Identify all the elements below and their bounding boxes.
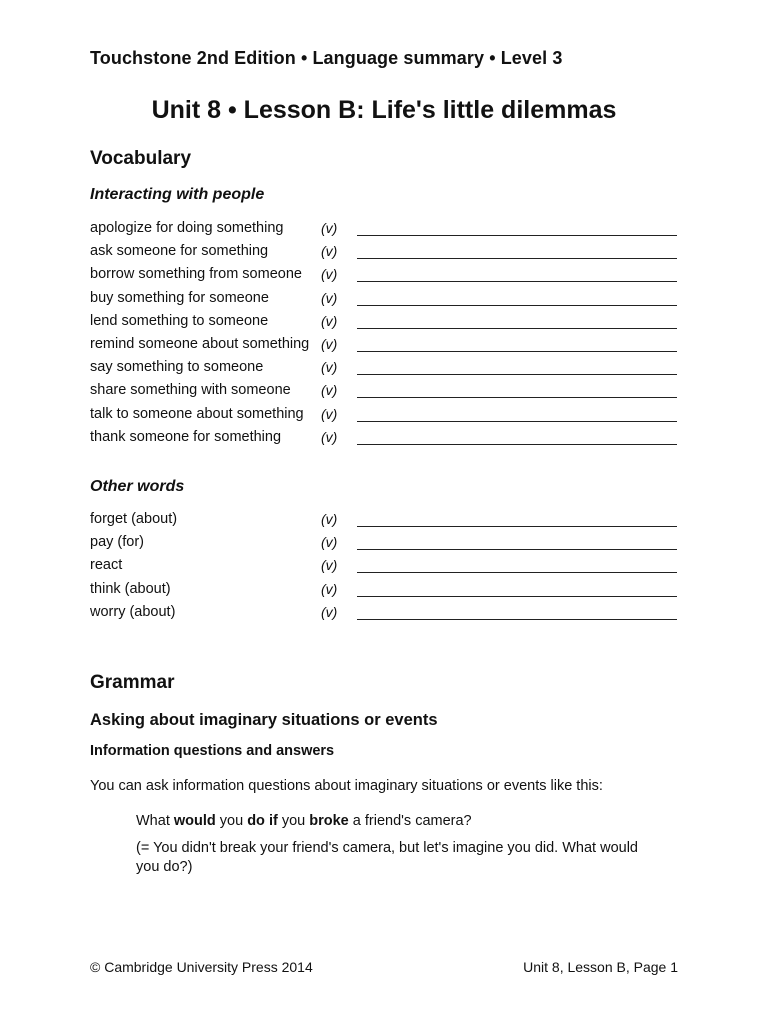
vocab-row (90, 334, 680, 357)
answer-blank-line (357, 328, 677, 329)
vocab-row (90, 218, 680, 241)
vocab-row (90, 404, 680, 427)
answer-blank-line (357, 374, 677, 375)
example-bold-word: would (173, 813, 216, 829)
grammar-subsubheading: Information questions and answers (90, 743, 335, 759)
answer-blank-line (357, 596, 677, 597)
vocabulary-heading: Vocabulary (90, 148, 192, 169)
vocab-row (90, 509, 680, 532)
vocab-term: remind someone about something (90, 335, 310, 352)
vocab-pos: (v) (321, 603, 338, 620)
vocab-pos: (v) (321, 557, 338, 574)
grammar-intro: You can ask information questions about imaginary situations or events like this: (90, 778, 603, 794)
vocab-pos: (v) (321, 511, 338, 527)
vocab-pos: (v) (321, 243, 338, 260)
vocab-term: lend something to someone (90, 312, 269, 329)
vocab-pos: (v) (321, 266, 338, 283)
vocab-term: apologize for doing something (90, 220, 284, 236)
vocab-term: buy something for someone (90, 289, 269, 306)
example-bold-word: do if (247, 813, 278, 829)
vocab-pos: (v) (321, 359, 338, 376)
vocab-term: talk to someone about something (90, 405, 304, 422)
vocab-row (90, 555, 680, 578)
vocab-row (90, 311, 680, 334)
vocab-pos: (v) (321, 382, 338, 399)
answer-blank-line (357, 526, 677, 527)
vocab-term: say something to someone (90, 359, 264, 376)
grammar-subheading: Asking about imaginary situations or events (90, 711, 438, 729)
vocab-pos: (v) (321, 428, 338, 445)
vocab-term: react (90, 557, 123, 574)
vocab-pos: (v) (321, 312, 338, 329)
vocab-row (90, 532, 680, 555)
vocab-pos: (v) (321, 534, 338, 551)
answer-blank-line (357, 421, 677, 422)
answer-blank-line (357, 397, 677, 398)
vocab-pos: (v) (321, 405, 338, 422)
answer-blank-line (357, 351, 677, 352)
vocab-pos: (v) (321, 580, 338, 597)
vocab-row (90, 380, 680, 403)
answer-blank-line (357, 549, 677, 550)
interacting-heading: Interacting with people (90, 186, 265, 203)
vocab-row (90, 264, 680, 287)
answer-blank-line (357, 444, 677, 445)
interacting-vocab-list (90, 218, 680, 450)
footer-page-ref: Unit 8, Lesson B, Page 1 (523, 959, 678, 975)
vocab-term: share something with someone (90, 382, 291, 399)
vocab-term: borrow something from someone (90, 266, 302, 283)
vocab-term: pay (for) (90, 534, 144, 551)
vocab-term: thank someone for something (90, 428, 282, 445)
answer-blank-line (357, 619, 677, 620)
vocab-row (90, 579, 680, 602)
vocab-row (90, 241, 680, 264)
vocab-row (90, 288, 680, 311)
vocab-term: think (about) (90, 580, 171, 597)
vocab-term: ask someone for something (90, 243, 269, 260)
vocab-row (90, 427, 680, 450)
page-title: Unit 8 • Lesson B: Life's little dilemmas (151, 96, 617, 124)
vocab-row (90, 602, 680, 625)
vocab-pos: (v) (321, 220, 338, 236)
grammar-explanation: (= You didn't break your friend's camera, but let's imagine you did. What would you do?) (136, 840, 638, 875)
vocab-term: forget (about) (90, 511, 178, 527)
grammar-heading: Grammar (90, 672, 175, 693)
answer-blank-line (357, 258, 677, 259)
example-text: you (215, 813, 248, 829)
other-words-list (90, 509, 680, 625)
answer-blank-line (357, 572, 677, 573)
vocab-row (90, 357, 680, 380)
vocab-pos: (v) (321, 335, 338, 352)
answer-blank-line (357, 281, 677, 282)
grammar-example (136, 812, 646, 831)
answer-blank-line (357, 235, 677, 236)
example-text: you (277, 813, 310, 829)
footer-copyright: © Cambridge University Press 2014 (90, 959, 313, 975)
vocab-pos: (v) (321, 289, 338, 306)
other-words-heading: Other words (90, 478, 185, 495)
vocab-term: worry (about) (90, 603, 176, 620)
example-text: a friend's camera? (348, 813, 472, 829)
answer-blank-line (357, 305, 677, 306)
example-text: What (136, 813, 174, 829)
example-bold-word: broke (309, 813, 349, 829)
series-header: Touchstone 2nd Edition • Language summary • Level 3 (90, 48, 563, 68)
